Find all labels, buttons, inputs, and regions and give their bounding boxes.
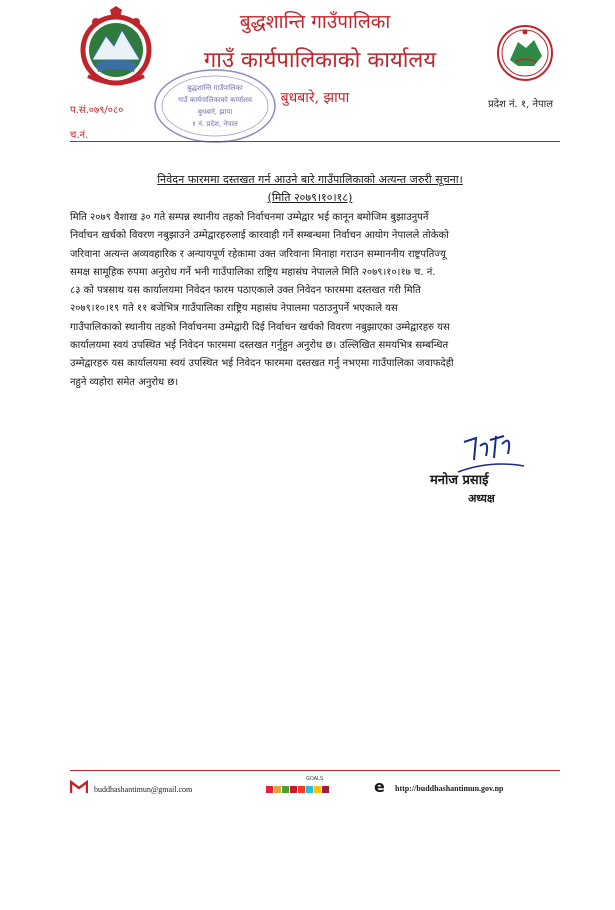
municipality-name: बुद्धशान्ति गाउँपालिका: [239, 11, 391, 33]
footer-email[interactable]: buddhashantimun@gmail.com: [94, 785, 193, 794]
gmail-icon: [70, 780, 88, 794]
nepal-emblem-icon: [76, 6, 156, 92]
footer-divider: [70, 770, 560, 771]
office-address: बुधबारे, झापा: [280, 90, 350, 106]
web-e-icon: e: [374, 777, 385, 796]
stamp-line3: बुधबारे, झापा: [197, 108, 233, 116]
signatory-name: मनोज प्रसाई: [430, 473, 489, 488]
goals-label: GOALS: [306, 776, 324, 782]
province-label: प्रदेश नं. १, नेपाल: [488, 99, 554, 110]
stamp-line1: बुद्धशान्ति गाउँपालिका: [187, 84, 243, 92]
notice-subject: निवेदन फारममा दस्तखत गर्न आउने बारे गाउँपालिकाको अत्यन्त जरुरी सूचना।: [157, 173, 463, 186]
municipality-logo-icon: [496, 22, 554, 84]
dispatch-number: च.नं.: [70, 130, 89, 141]
signatory-title: अध्यक्ष: [468, 492, 495, 505]
footer-website[interactable]: http://buddhashantimun.gov.np: [395, 784, 504, 793]
header-divider: [70, 141, 560, 142]
stamp-line2: गाउँ कार्यपालिकाको कार्यालय: [178, 96, 252, 104]
office-stamp: [150, 66, 280, 146]
notice-date: (मिति २०७९।१०।१८): [267, 191, 353, 204]
notice-body: मिति २०७९ वैशाख ३० गते सम्पन्न स्थानीय तहको निर्वाचनमा उम्मेद्वार भई कानून बमोजिम बुझाउनुपर्ने निर्वाचन खर्चको विवरण नबुझाउने उम्मेद्वारहरुलाई कारवाही गर्ने सम्बन्धमा निर्वाचन आयोग नेपालले तोकेको जरिवाना अत्यन्त अव्यवहारिक र अन्यायपूर्ण रहेकामा उक्त जरिवाना मिनाहा गराउन सम्माननीय राष्ट्रपतिज्यू समक्ष सामूहिक रुपमा अनुरोध गर्ने भनी गाउँपालिका राष्ट्रिय महासंघ नेपालले मिति २०७९।१०।१७ च. नं. ८३ को पत्रसाथ यस कार्यालयमा निवेदन फारम पठाएकाले उक्त निवेदन फारममा दस्तखत गरी मिति २०७९।१०।१९ गते ११ बजेभित्र गाउँपालिका राष्ट्रिय महासंघ नेपालमा पठाउनुपर्ने भएकाले यस गाउँपालिकाको स्थानीय तहको निर्वाचनमा उम्मेद्वारी दिई निर्वाचन खर्चको विवरण नबुझाएका उम्मेद्वारहरु यस कार्यालयमा स्वयं उपस्थित भई निवेदन फारममा दस्तखत गर्नुहुन अनुरोध छ। उल्लिखित समयभित्र सम्बन्धित उम्मेद्वारहरु यस कार्यालयमा स्वयं उपस्थित भई निवेदन फारममा दस्तखत गर्नु नभएमा गाउँपालिका जवाफदेही नहुने व्यहोरा समेत अनुरोध छ।: [70, 212, 454, 388]
office-title: गाउँ कार्यपालिकाको कार्यालय: [203, 48, 437, 73]
reference-number: प.सं.०७९/०८०: [70, 105, 124, 116]
stamp-line4: १ नं. प्रदेश, नेपाल: [192, 120, 238, 128]
